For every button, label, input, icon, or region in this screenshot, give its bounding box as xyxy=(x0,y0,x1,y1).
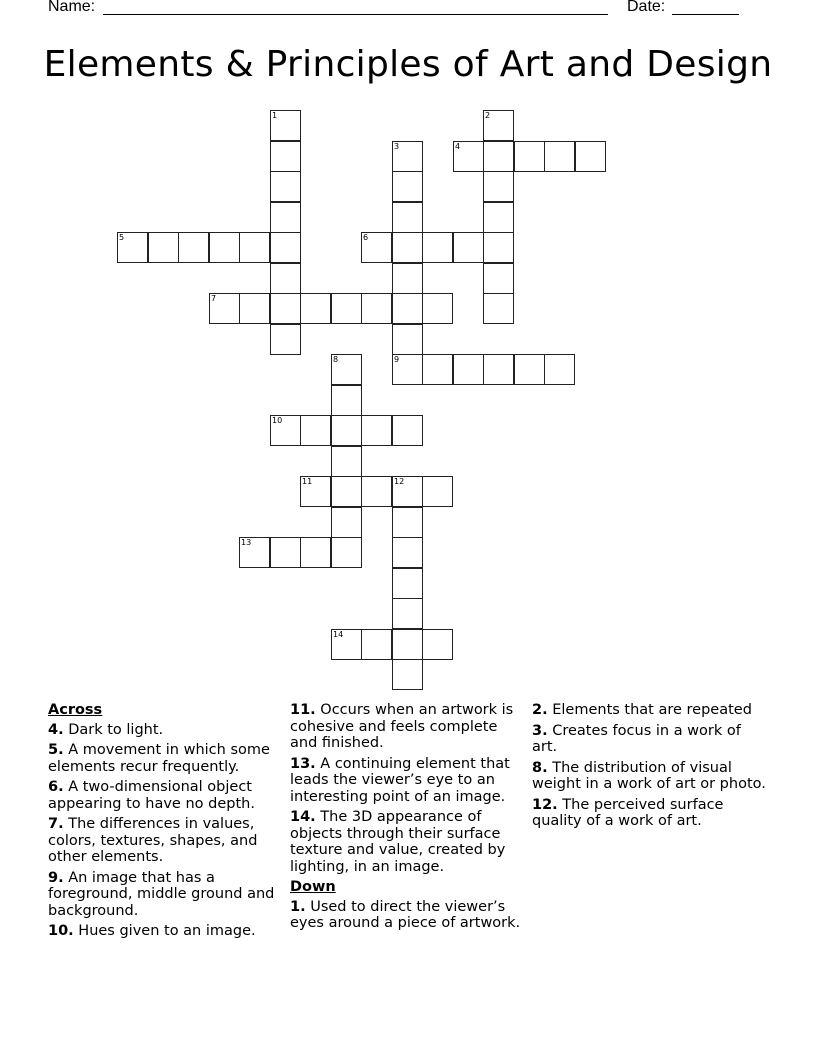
clue-down: 2. Elements that are repeated xyxy=(532,702,752,718)
clues-column-1 xyxy=(48,702,284,944)
grid-cell[interactable] xyxy=(392,659,423,690)
clue-across: 13. A continuing element that leads the viewer’s eye to an interesting point of an image. xyxy=(290,755,510,805)
grid-cell[interactable] xyxy=(422,629,453,660)
grid-cell[interactable] xyxy=(209,293,240,324)
grid-cell[interactable] xyxy=(270,202,301,233)
cell-number: 1 xyxy=(272,111,278,120)
cell-number: 4 xyxy=(455,142,461,151)
grid-cell[interactable] xyxy=(392,324,423,355)
grid-cell[interactable] xyxy=(392,354,423,385)
clue-across: 10. Hues given to an image. xyxy=(48,923,256,939)
clues-column-2 xyxy=(290,702,526,936)
across-heading: Across xyxy=(48,702,103,718)
down-heading: Down xyxy=(290,879,336,895)
grid-cell[interactable] xyxy=(300,537,331,568)
grid-cell[interactable] xyxy=(422,293,453,324)
grid-cell[interactable] xyxy=(331,293,362,324)
grid-cell[interactable] xyxy=(544,354,575,385)
grid-cell[interactable] xyxy=(453,232,484,263)
grid-cell[interactable] xyxy=(392,202,423,233)
grid-cell[interactable] xyxy=(361,415,392,446)
grid-cell[interactable] xyxy=(270,141,301,172)
cell-number: 7 xyxy=(211,294,217,303)
grid-cell[interactable] xyxy=(392,629,423,660)
cell-number: 14 xyxy=(333,630,344,639)
cell-number: 9 xyxy=(394,355,400,364)
grid-cell[interactable] xyxy=(270,293,301,324)
grid-cell[interactable] xyxy=(575,141,606,172)
grid-cell[interactable] xyxy=(392,507,423,538)
grid-cell[interactable] xyxy=(392,568,423,599)
cell-number: 13 xyxy=(241,538,252,547)
grid-cell[interactable] xyxy=(483,232,514,263)
grid-cell[interactable] xyxy=(392,171,423,202)
grid-cell[interactable] xyxy=(483,202,514,233)
grid-cell[interactable] xyxy=(331,446,362,477)
grid-cell[interactable] xyxy=(453,354,484,385)
grid-cell[interactable] xyxy=(270,232,301,263)
grid-cell[interactable] xyxy=(148,232,179,263)
grid-cell[interactable] xyxy=(483,263,514,294)
grid-cell[interactable] xyxy=(544,141,575,172)
grid-cell[interactable] xyxy=(331,537,362,568)
clue-across: 11. Occurs when an artwork is cohesive and feels complete and finished. xyxy=(290,702,514,751)
clue-across: 9. An image that has a foreground, middle ground and background. xyxy=(48,869,275,919)
grid-cell[interactable] xyxy=(392,232,423,263)
grid-cell[interactable] xyxy=(331,629,362,660)
grid-cell[interactable] xyxy=(300,415,331,446)
grid-cell[interactable] xyxy=(483,171,514,202)
name-label: Name: xyxy=(48,0,96,15)
grid-cell[interactable] xyxy=(422,354,453,385)
clue-down: 3. Creates focus in a work of art. xyxy=(532,722,741,755)
grid-cell[interactable] xyxy=(270,171,301,202)
clues-column-3 xyxy=(532,702,768,834)
clue-across: 7. The differences in values, colors, textures, shapes, and other elements. xyxy=(48,816,258,865)
cell-number: 8 xyxy=(333,355,339,364)
clue-across: 14. The 3D appearance of objects through their surface texture and value, created by lighting, in an image. xyxy=(290,809,506,875)
cell-number: 11 xyxy=(302,477,313,486)
grid-cell[interactable] xyxy=(178,232,209,263)
grid-cell[interactable] xyxy=(422,476,453,507)
grid-cell[interactable] xyxy=(483,110,514,141)
grid-cell[interactable] xyxy=(209,232,240,263)
grid-cell[interactable] xyxy=(422,232,453,263)
cell-number: 5 xyxy=(119,233,125,242)
cell-number: 3 xyxy=(394,142,400,151)
page-title: Elements & Principles of Art and Design xyxy=(43,44,773,85)
clue-down: 1. Used to direct the viewer’s eyes around a piece of artwork. xyxy=(290,898,521,931)
grid-cell[interactable] xyxy=(453,141,484,172)
grid-cell[interactable] xyxy=(392,415,423,446)
grid-cell[interactable] xyxy=(361,293,392,324)
clue-across: 4. Dark to light. xyxy=(48,721,164,738)
grid-cell[interactable] xyxy=(361,476,392,507)
grid-cell[interactable] xyxy=(483,141,514,172)
clue-across: 5. A movement in which some elements recur frequently. xyxy=(48,742,270,775)
grid-cell[interactable] xyxy=(514,354,545,385)
grid-cell[interactable] xyxy=(300,293,331,324)
grid-cell[interactable] xyxy=(392,476,423,507)
grid-cell[interactable] xyxy=(239,537,270,568)
grid-cell[interactable] xyxy=(270,263,301,294)
grid-cell[interactable] xyxy=(331,507,362,538)
grid-cell[interactable] xyxy=(331,385,362,416)
grid-cell[interactable] xyxy=(117,232,148,263)
grid-cell[interactable] xyxy=(239,232,270,263)
grid-cell[interactable] xyxy=(514,141,545,172)
grid-cell[interactable] xyxy=(331,476,362,507)
clue-across: 6. A two-dimensional object appearing to have no depth. xyxy=(48,779,255,812)
grid-cell[interactable] xyxy=(270,415,301,446)
cell-number: 2 xyxy=(485,111,491,120)
grid-cell[interactable] xyxy=(392,141,423,172)
grid-cell[interactable] xyxy=(392,263,423,294)
cell-number: 6 xyxy=(363,233,369,242)
clue-down: 8. The distribution of visual weight in a work of art or photo. xyxy=(532,759,766,792)
date-label: Date: xyxy=(627,0,666,15)
grid-cell[interactable] xyxy=(392,537,423,568)
grid-cell[interactable] xyxy=(483,354,514,385)
grid-cell[interactable] xyxy=(270,324,301,355)
grid-cell[interactable] xyxy=(361,232,392,263)
grid-cell[interactable] xyxy=(331,354,362,385)
grid-cell[interactable] xyxy=(331,415,362,446)
grid-cell[interactable] xyxy=(392,293,423,324)
grid-cell[interactable] xyxy=(270,110,301,141)
grid-cell[interactable] xyxy=(270,537,301,568)
cell-number: 12 xyxy=(394,477,405,486)
grid-cell[interactable] xyxy=(361,629,392,660)
grid-cell[interactable] xyxy=(300,476,331,507)
clue-down: 12. The perceived surface quality of a work of art. xyxy=(532,796,724,829)
grid-cell[interactable] xyxy=(483,293,514,324)
grid-cell[interactable] xyxy=(239,293,270,324)
cell-number: 10 xyxy=(272,416,283,425)
grid-cell[interactable] xyxy=(392,598,423,629)
